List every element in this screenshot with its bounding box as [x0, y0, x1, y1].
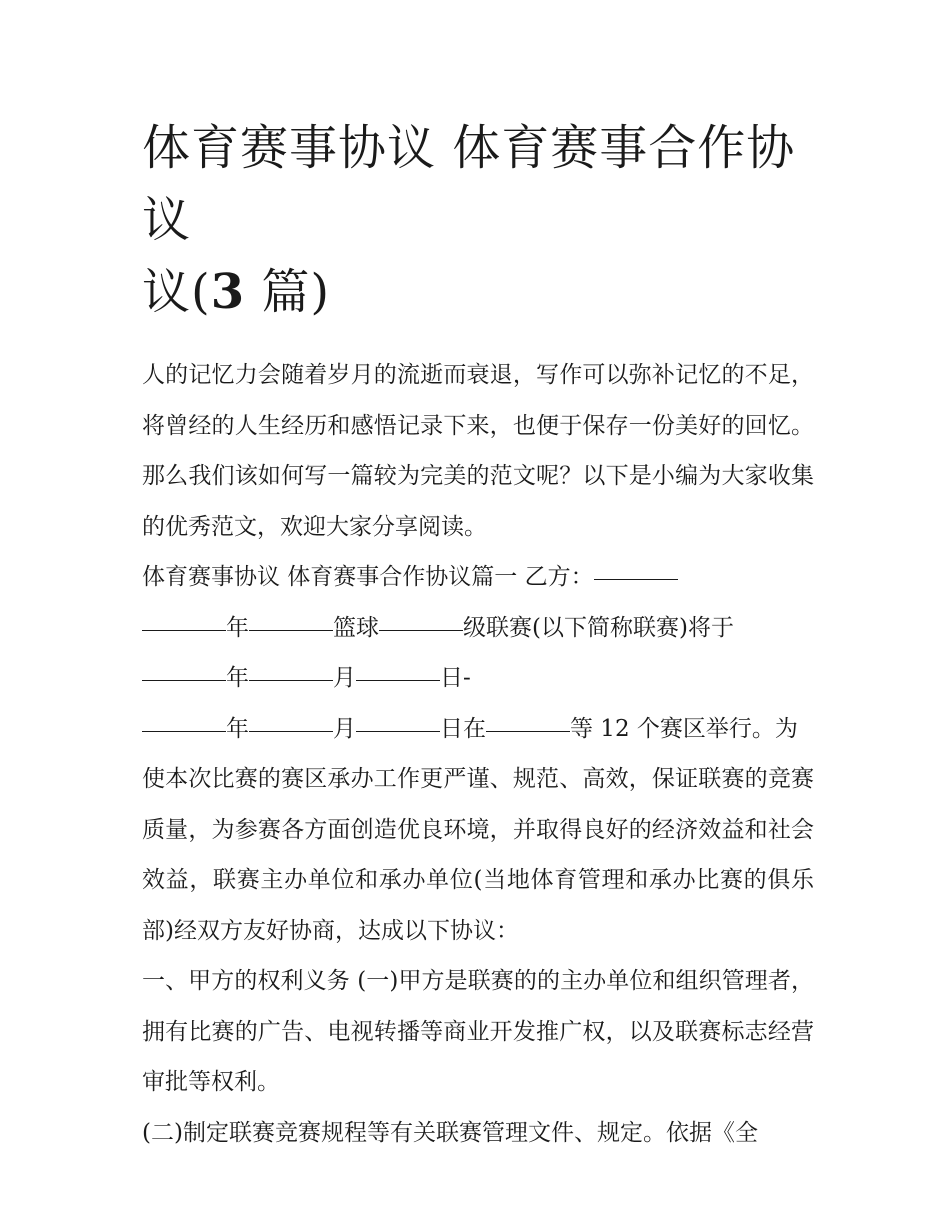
title-paren-close: )	[310, 264, 331, 320]
section-heading-line	[142, 552, 814, 603]
document-body	[142, 350, 814, 1158]
agreement-line-3	[142, 653, 814, 704]
title-paren-open: (	[191, 264, 211, 320]
line-text: 日-	[440, 665, 471, 691]
line-text: 月	[333, 665, 356, 691]
party-a-rights-paragraph: 一、甲方的权利义务 (一)甲方是联赛的的主办单位和组织管理者，拥有比赛的广告、电视转播等商业开发推广权，以及联赛标志经营审批等权利。	[142, 968, 814, 1095]
title-text-line2: 议	[142, 264, 192, 320]
blank-field	[379, 605, 463, 630]
blank-field	[142, 656, 226, 681]
agreement-line-4	[142, 704, 814, 755]
document-page	[142, 112, 814, 1158]
line-text: 日在	[440, 715, 486, 742]
line-text: 年	[226, 614, 249, 641]
blank-field	[356, 706, 440, 731]
blank-field	[594, 555, 678, 580]
agreement-purpose-paragraph: 使本次比赛的赛区承办工作更严谨、规范、高效，保证联赛的竞赛质量，为参赛各方面创造优良环境，并取得良好的经济效益和社会效益，联赛主办单位和承办单位(当地体育管理和承办比赛的俱乐部)经双方友好协商，达成以下协议：	[142, 766, 814, 944]
blank-field	[356, 656, 440, 681]
section-heading: 体育赛事协议 体育赛事合作协议篇一 乙方：	[142, 564, 594, 590]
line-text: 等 12 个赛区举行。为	[570, 715, 798, 742]
title-count-unit: 篇	[245, 264, 311, 320]
blank-field	[249, 605, 333, 630]
intro-paragraph: 人的记忆力会随着岁月的流逝而衰退，写作可以弥补记忆的不足，将曾经的人生经历和感悟记录下来，也便于保存一份美好的回忆。那么我们该如何写一篇较为完美的范文呢？以下是小编为大家收集的优秀范文，欢迎大家分享阅读。	[142, 362, 814, 540]
blank-field	[249, 656, 333, 681]
line-text: 年	[226, 665, 249, 691]
line-text: 月	[333, 715, 356, 742]
blank-field	[249, 706, 333, 731]
blank-field	[486, 706, 570, 731]
title-count: 3	[210, 264, 246, 320]
blank-field	[142, 706, 226, 731]
line-text: 级联赛(以下简称联赛)将于	[463, 614, 734, 641]
line-text: 篮球	[333, 614, 379, 641]
agreement-line-2	[142, 603, 814, 654]
rules-paragraph: (二)制定联赛竞赛规程等有关联赛管理文件、规定。依据《全	[142, 1119, 758, 1146]
document-title	[142, 112, 814, 328]
line-text: 年	[226, 715, 249, 742]
title-text: 体育赛事协议 体育赛事合作协议	[142, 120, 796, 248]
blank-field	[142, 605, 226, 630]
